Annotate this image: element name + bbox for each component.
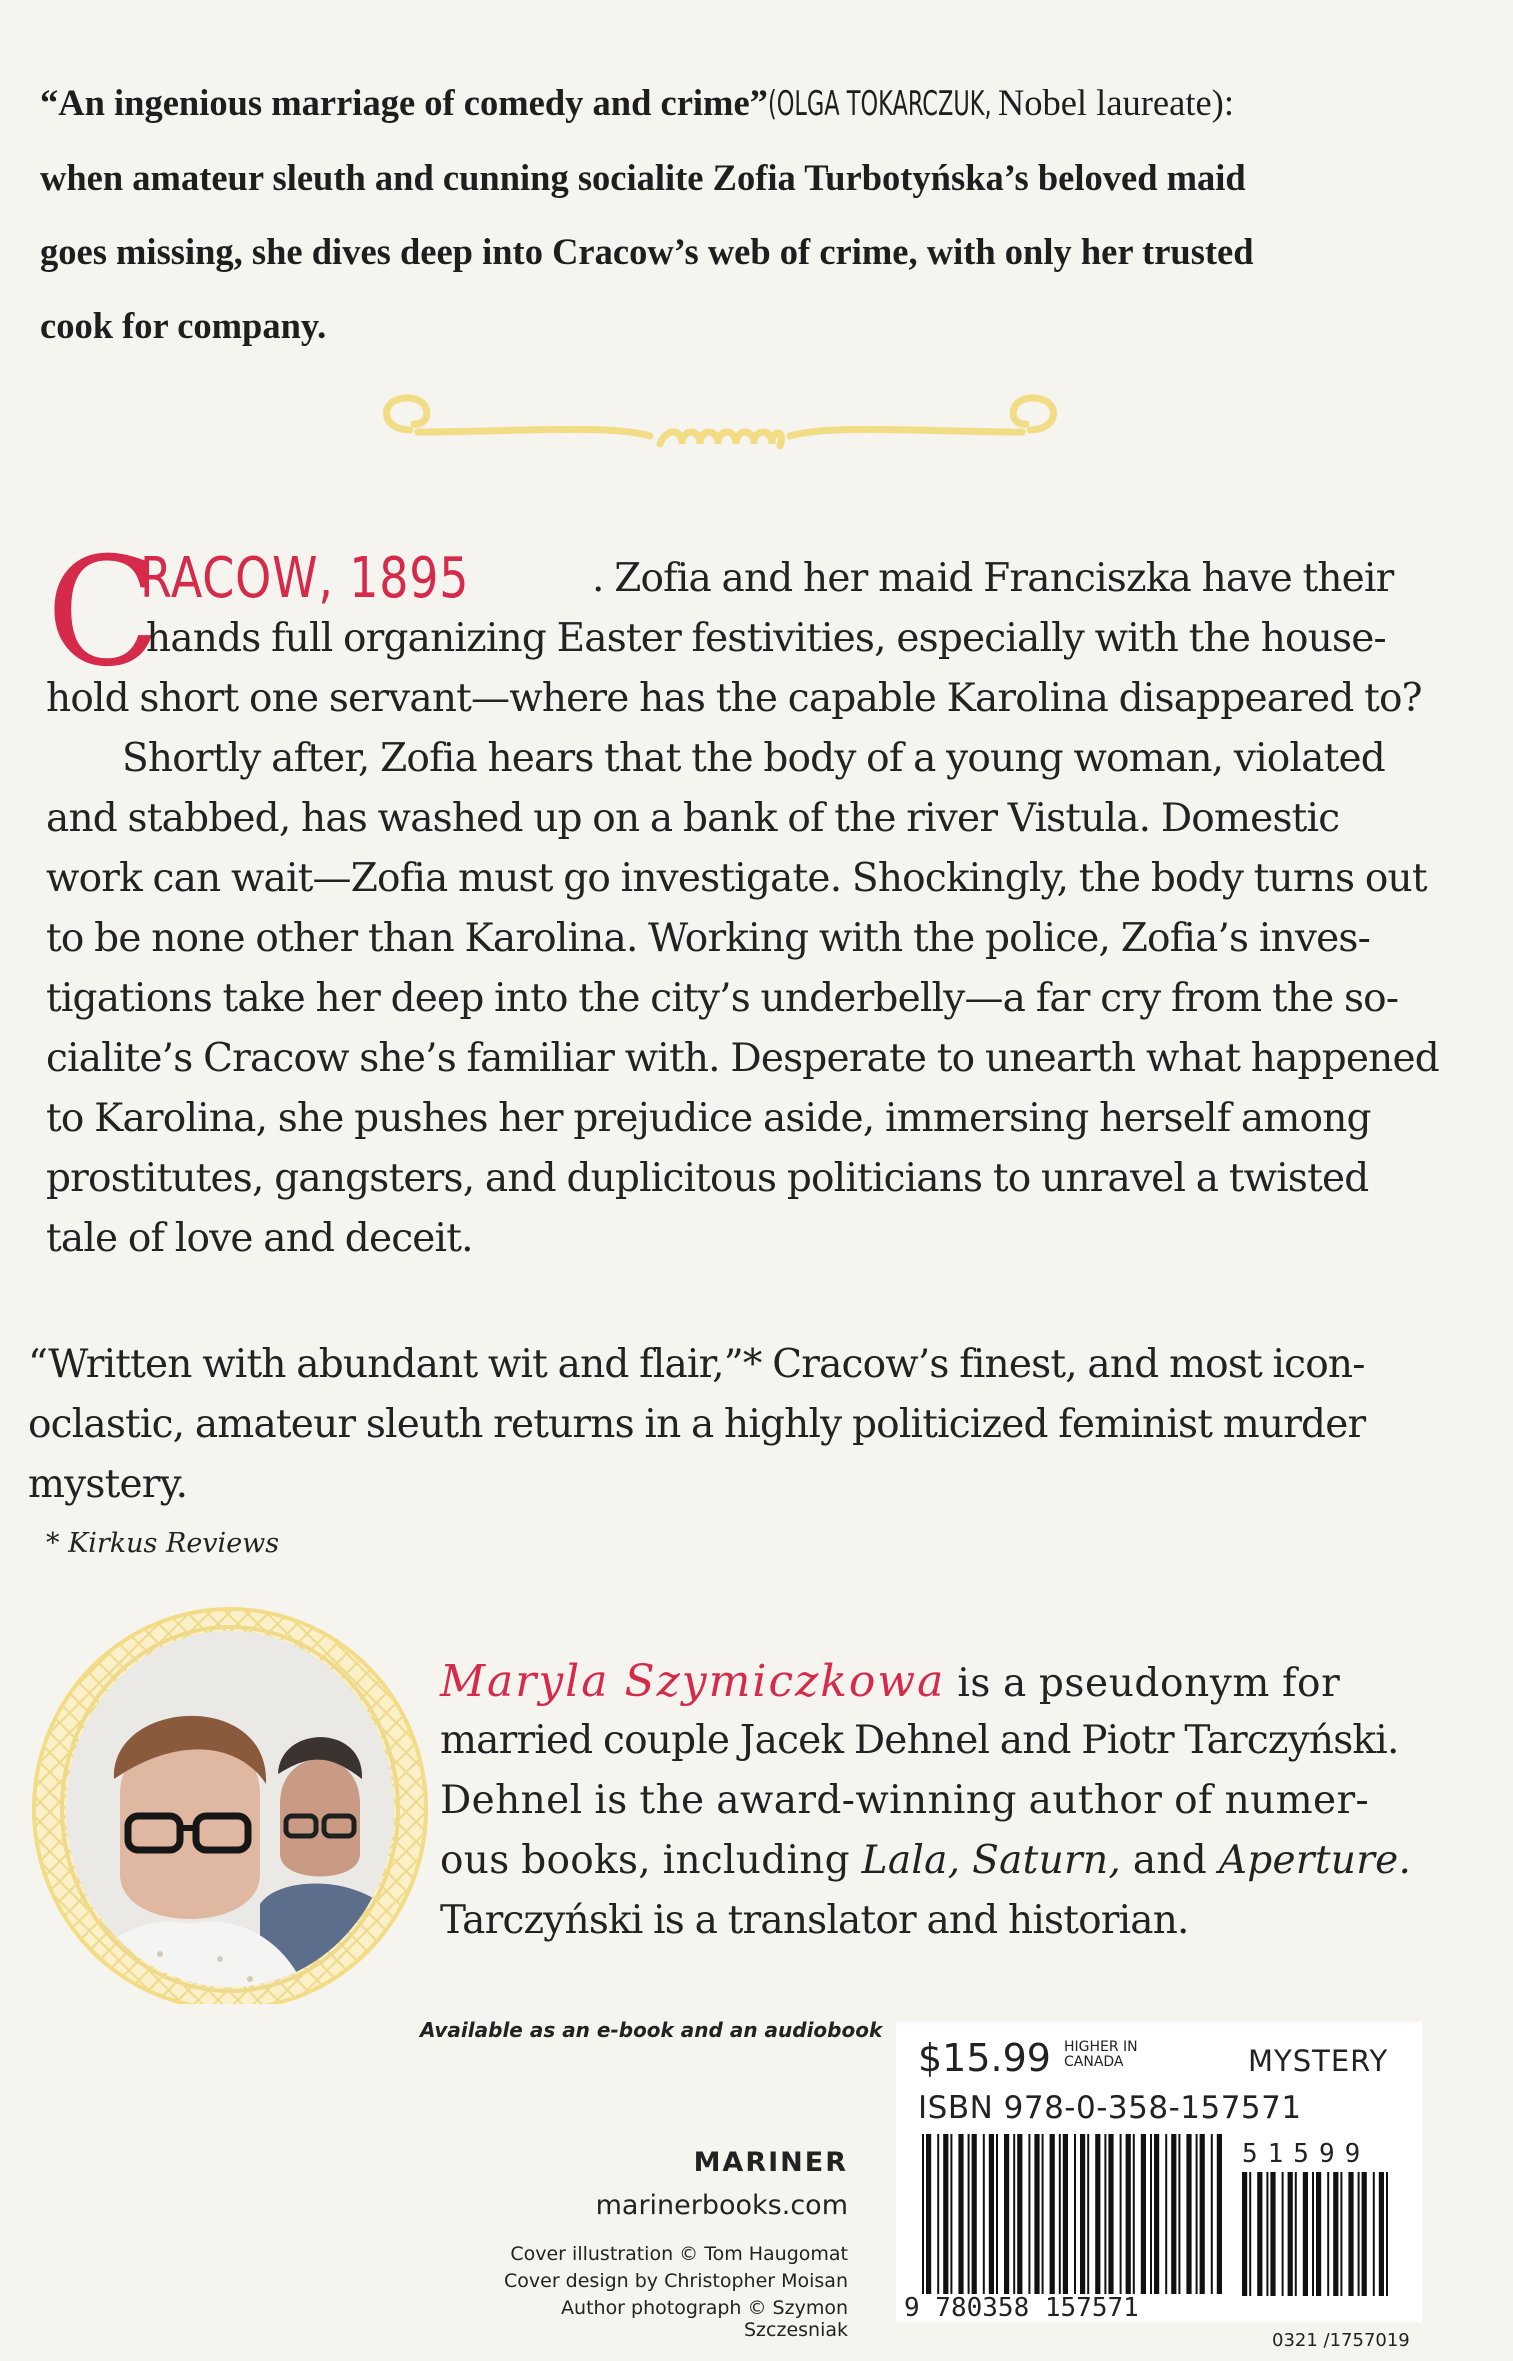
- kirkus-footnote: [46, 1528, 279, 1559]
- quote-line-3: mystery.: [28, 1462, 188, 1507]
- bio-line-2: married couple Jacek Dehnel and Piotr Tarczyński.: [440, 1718, 1399, 1763]
- credit-author-photograph: Author photograph © Szymon Szczesniak: [561, 2297, 848, 2341]
- availability-note: Available as an e-book and an audiobook: [420, 2018, 883, 2042]
- description-line-12: tale of love and deceit.: [46, 1216, 473, 1261]
- author-pen-name: Maryla Szymiczkowa: [440, 1656, 946, 1707]
- description-line-9: cialite’s Cracow she’s familiar with. Desperate to unearth what happened: [46, 1036, 1439, 1081]
- higher-in-canada: [1064, 2040, 1138, 2070]
- credit-cover-illustration: Cover illustration © Tom Haugomat: [510, 2243, 848, 2265]
- bio-line-5: Tarczyński is a translator and historian.: [440, 1898, 1189, 1943]
- bio-line-1: [440, 1656, 1340, 1707]
- blurb-attribution-role: Nobel laureate):: [988, 82, 1234, 123]
- description-line-8: tigations take her deep into the city’s underbelly—a far cry from the so-: [46, 976, 1399, 1021]
- description-line-7: to be none other than Karolina. Working with the police, Zofia’s inves-: [46, 916, 1370, 961]
- footnote-source: Kirkus Reviews: [68, 1528, 280, 1559]
- bio-line-1-rest: is a pseudonym for: [945, 1661, 1341, 1706]
- barcode-main-bars: [922, 2134, 1222, 2294]
- credit-cover-design: Cover design by Christopher Moisan: [504, 2270, 848, 2292]
- ornament-divider: [370, 388, 1070, 468]
- description-line-1: . Zofia and her maid Franciszka have their: [592, 556, 1394, 601]
- barcode-addon-digits: 51599: [1242, 2139, 1371, 2169]
- price-barcode-box: [896, 2022, 1422, 2322]
- blurb-line-4: cook for company.: [40, 305, 327, 346]
- description-line-3: hold short one servant—where has the capable Karolina disappeared to?: [46, 676, 1422, 721]
- description-line-4: Shortly after, Zofia hears that the body of a young woman, violated: [122, 736, 1385, 781]
- drop-cap: C: [46, 526, 161, 700]
- publisher-website[interactable]: marinerbooks.com: [595, 2190, 848, 2221]
- footnote-mark: *: [46, 1528, 69, 1559]
- bio-line-4: [440, 1838, 1411, 1883]
- barcode-digits: 9 780358 157571: [904, 2293, 1139, 2320]
- print-code: 0321 /1757019: [1272, 2330, 1410, 2351]
- higher-line-2: CANADA: [1064, 2054, 1124, 2070]
- barcode-addon-bars: [1242, 2172, 1388, 2296]
- description-line-2: hands full organizing Easter festivities, especially with the house-: [146, 616, 1386, 661]
- genre-label: MYSTERY: [1248, 2044, 1389, 2078]
- book-title-1: Lala, Saturn,: [861, 1838, 1122, 1883]
- higher-line-1: HIGHER IN: [1064, 2039, 1138, 2055]
- quote-line-2: oclastic, amateur sleuth returns in a highly politicized feminist murder: [28, 1402, 1366, 1447]
- description-line-11: prostitutes, gangsters, and duplicitous politicians to unravel a twisted: [46, 1156, 1369, 1201]
- description-heading: RACOW, 1895: [140, 546, 470, 611]
- blurb-line-2: when amateur sleuth and cunning socialite Zofia Turbotyńska’s beloved maid: [40, 157, 1246, 198]
- blurb-line-3: goes missing, she dives deep into Cracow’s web of crime, with only her trusted: [40, 231, 1254, 272]
- book-title-2: Aperture.: [1218, 1838, 1412, 1883]
- quote-line-1: “Written with abundant wit and flair,”* Cracow’s finest, and most icon-: [28, 1342, 1365, 1387]
- bio-line-4-pre: ous books, including: [440, 1838, 862, 1883]
- description-line-5: and stabbed, has washed up on a bank of the river Vistula. Domestic: [46, 796, 1340, 841]
- blurb-line-1: [40, 66, 1440, 141]
- blurb-quote: “An ingenious marriage of comedy and crime”: [40, 82, 768, 123]
- description-line-6: work can wait—Zofia must go investigate. Shockingly, the body turns out: [46, 856, 1427, 901]
- bio-line-4-mid: and: [1121, 1838, 1219, 1883]
- bio-line-3: Dehnel is the award-winning author of numer-: [440, 1778, 1370, 1823]
- publisher-name: MARINER: [693, 2147, 848, 2178]
- author-photo: [30, 1604, 430, 2004]
- blurb-attribution-name: (OLGA TOKARCZUK,: [767, 84, 992, 124]
- top-blurb: [40, 66, 1440, 363]
- isbn: ISBN 978-0-358-157571: [918, 2090, 1302, 2126]
- description-line-10: to Karolina, she pushes her prejudice aside, immersing herself among: [46, 1096, 1371, 1141]
- price: $15.99: [918, 2036, 1051, 2080]
- barcode: [904, 2130, 1414, 2320]
